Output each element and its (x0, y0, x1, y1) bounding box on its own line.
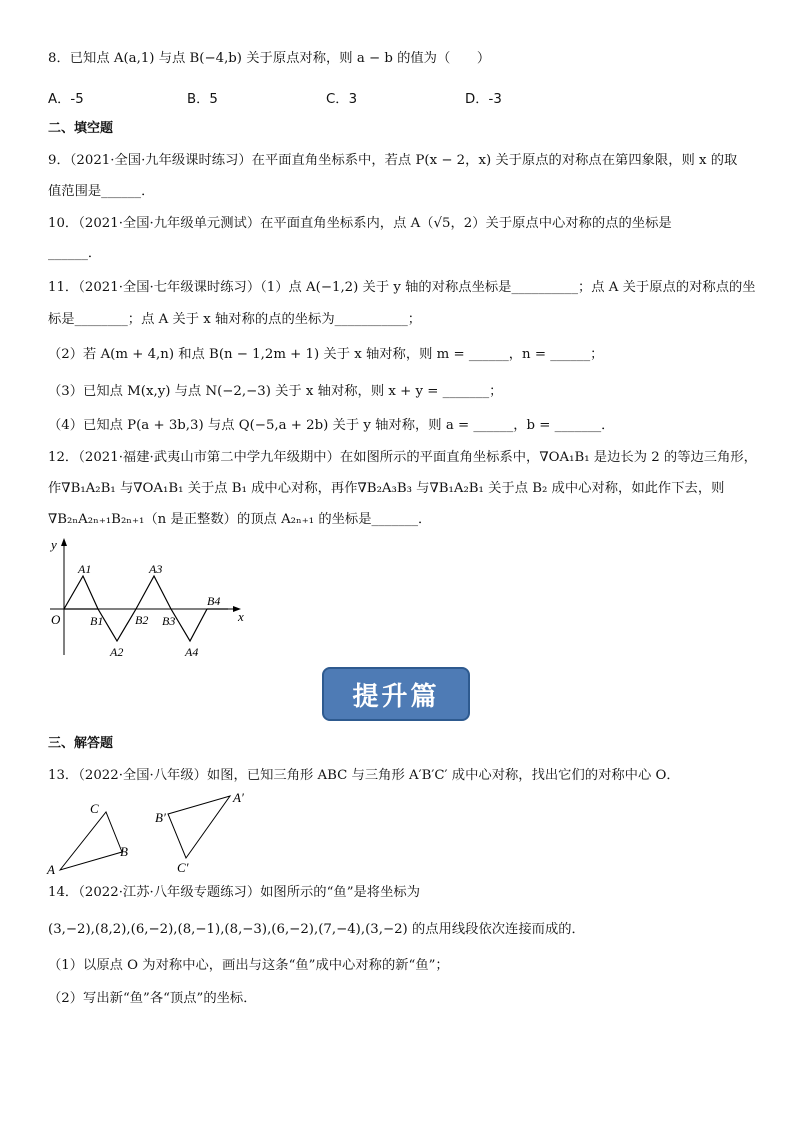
advanced-section-banner: 提升篇 (322, 667, 470, 721)
q11-part4: （4）已知点 P(a + 3b,3) 与点 Q(−5,a + 2b) 关于 y 轴对称，则 a = ______，b = _______． (48, 418, 615, 433)
label-x: x (238, 609, 244, 624)
q11-line2: 标是________；点 A 关于 x 轴对称的点的坐标为___________； (48, 312, 422, 327)
q9-line1: 9．（2021·全国·九年级课时练习）在平面直角坐标系中，若点 P(x − 2，x) 关于原点的对称点在第四象限，则 x 的取 (48, 153, 738, 168)
q8-option-a: A．-5 (48, 92, 84, 107)
section-answer-heading: 三、解答题 (48, 736, 114, 751)
q8-option-c: C．3 (326, 92, 358, 107)
q12-line3: ∇B₂ₙA₂ₙ₊₁B₂ₙ₊₁（n 是正整数）的顶点 A₂ₙ₊₁ 的坐标是_______． (48, 512, 432, 527)
label-c: C (90, 801, 99, 816)
label-a: A (47, 862, 55, 877)
label-b-prime: B′ (155, 810, 166, 825)
q11-part2: （2）若 A(m + 4,n) 和点 B(n − 1,2m + 1) 关于 x 轴对称，则 m = ______，n = ______； (48, 347, 604, 362)
triangle-abc-prime (168, 796, 230, 858)
label-b: B (120, 844, 128, 859)
label-y: y (51, 537, 57, 552)
q8-option-b: B．5 (187, 92, 218, 107)
q12-line2: 作∇B₁A₂B₁ 与∇OA₁B₁ 关于点 B₁ 成中心对称，再作∇B₂A₃B₃ 与∇B₁A₂B₁ 关于点 B₂ 成中心对称，如此作下去，则 (48, 481, 725, 496)
q14-part1: （1）以原点 O 为对称中心，画出与这条“鱼”成中心对称的新“鱼”； (48, 958, 449, 973)
q14-line1: 14．（2022·江苏·八年级专题练习）如图所示的“鱼”是将坐标为 (48, 885, 420, 900)
q13-text: 13．（2022·全国·八年级）如图，已知三角形 ABC 与三角形 A′B′C′ 成中心对称，找出它们的对称中心 O． (48, 768, 680, 783)
y-axis-arrow (61, 538, 67, 546)
label-a4: A4 (185, 645, 199, 659)
q9-line2: 值范围是______． (48, 184, 155, 199)
q10-line1: 10．（2021·全国·九年级单元测试）在平面直角坐标系内，点 A（√5，2）关于原点中心对称的点的坐标是 (48, 216, 672, 231)
q12-line1: 12．（2021·福建·武夷山市第二中学九年级期中）在如图所示的平面直角坐标系中，∇OA₁B₁ 是边长为 2 的等边三角形， (48, 450, 757, 465)
label-o: O (51, 612, 61, 627)
label-c-prime: C′ (177, 860, 189, 875)
label-b4: B4 (207, 594, 221, 608)
q11-line1: 11．（2021·全国·七年级课时练习）（1）点 A(−1,2) 关于 y 轴的对称点坐标是__________；点 A 关于原点的对称点的坐 (48, 280, 756, 295)
q14-part2: （2）写出新“鱼”各“顶点”的坐标． (48, 991, 257, 1006)
q8-text: 8．已知点 A(a,1) 与点 B(−4,b) 关于原点对称，则 a − b 的值为（ ） (48, 51, 491, 66)
label-a3: A3 (149, 562, 163, 576)
label-a-prime: A′ (233, 790, 244, 805)
figure-13-triangles (40, 790, 260, 882)
triangle-abc (60, 812, 122, 870)
label-b3: B3 (162, 614, 176, 628)
figure-12-zigzag-triangles (40, 535, 260, 660)
label-b2: B2 (135, 613, 149, 627)
label-b1: B1 (90, 614, 104, 628)
q11-part3: （3）已知点 M(x,y) 与点 N(−2,−3) 关于 x 轴对称，则 x + y = _______； (48, 384, 503, 399)
section-fill-in-heading: 二、填空题 (48, 121, 114, 136)
label-a2: A2 (110, 645, 124, 659)
label-a1: A1 (78, 562, 92, 576)
q14-line2: (3,−2),(8,2),(6,−2),(8,−1),(8,−3),(6,−2),(7,−4),(3,−2) 的点用线段依次连接而成的． (48, 922, 585, 937)
q8-option-d: D．-3 (465, 92, 502, 107)
q10-line2: ______． (48, 246, 102, 261)
